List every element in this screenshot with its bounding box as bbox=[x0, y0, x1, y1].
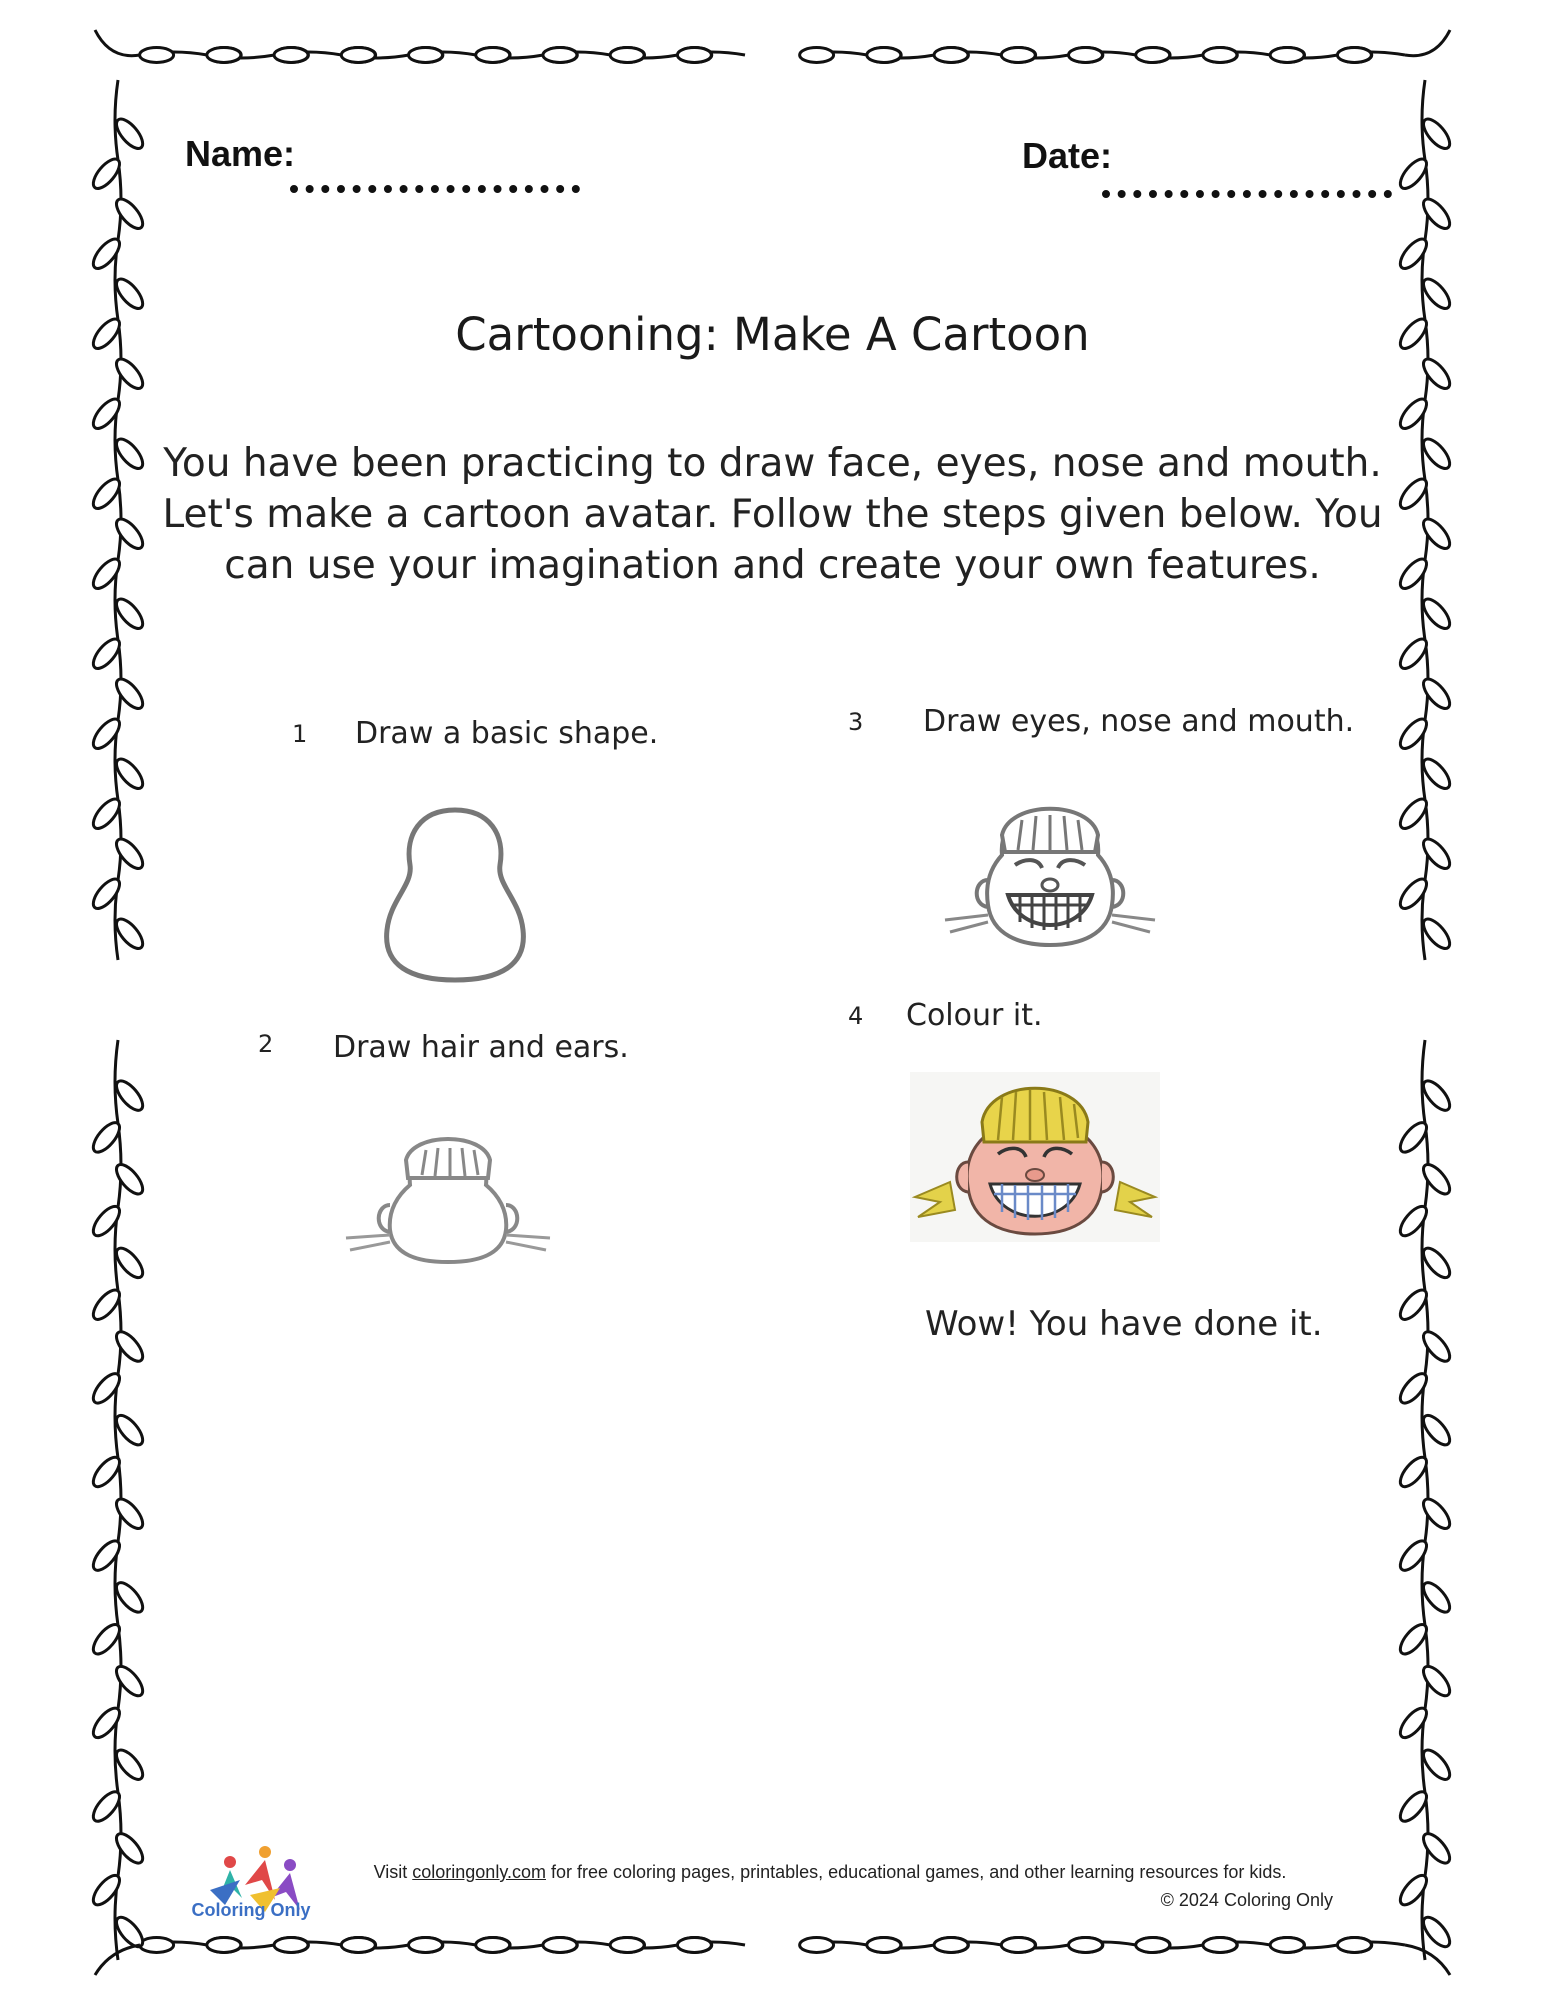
logo-text: Coloring Only bbox=[191, 1900, 311, 1920]
coloringonly-link[interactable]: coloringonly.com bbox=[412, 1862, 546, 1882]
date-label: Date: bbox=[1022, 135, 1113, 176]
step-1-text: Draw a basic shape. bbox=[355, 716, 659, 751]
copyright-text: © 2024 Coloring Only bbox=[1160, 1890, 1333, 1910]
name-label: Name: bbox=[185, 133, 296, 174]
step-4-number: 4 bbox=[848, 1002, 864, 1030]
colored-cartoon-drawing bbox=[910, 1072, 1160, 1242]
step-2-text: Draw hair and ears. bbox=[333, 1030, 629, 1065]
intro-paragraph bbox=[150, 438, 1395, 591]
footer-visit-prefix: Visit bbox=[373, 1862, 413, 1882]
intro-line: can use your imagination and create your own features. bbox=[224, 543, 1321, 588]
intro-line: Let's make a cartoon avatar. Follow the steps given below. You bbox=[162, 492, 1383, 537]
step-4-text: Colour it. bbox=[906, 998, 1043, 1033]
step-3-number: 3 bbox=[848, 708, 864, 736]
step-1-number: 1 bbox=[292, 720, 308, 748]
page-title: Cartooning: Make A Cartoon bbox=[455, 308, 1090, 361]
intro-line: You have been practicing to draw face, eyes, nose and mouth. bbox=[163, 441, 1382, 486]
face-features-drawing bbox=[940, 790, 1160, 960]
step-3-text: Draw eyes, nose and mouth. bbox=[923, 704, 1355, 739]
hair-and-ears-drawing bbox=[338, 1120, 558, 1270]
closing-message: Wow! You have done it. bbox=[925, 1304, 1323, 1344]
basic-shape-drawing bbox=[365, 790, 545, 990]
footer-visit-text bbox=[330, 1862, 1330, 1883]
name-line[interactable] bbox=[290, 185, 580, 193]
date-line[interactable] bbox=[1102, 190, 1392, 198]
footer-visit-suffix: for free coloring pages, printables, educational games, and other learning resources for kids. bbox=[546, 1862, 1287, 1882]
step-2-number: 2 bbox=[258, 1030, 274, 1058]
